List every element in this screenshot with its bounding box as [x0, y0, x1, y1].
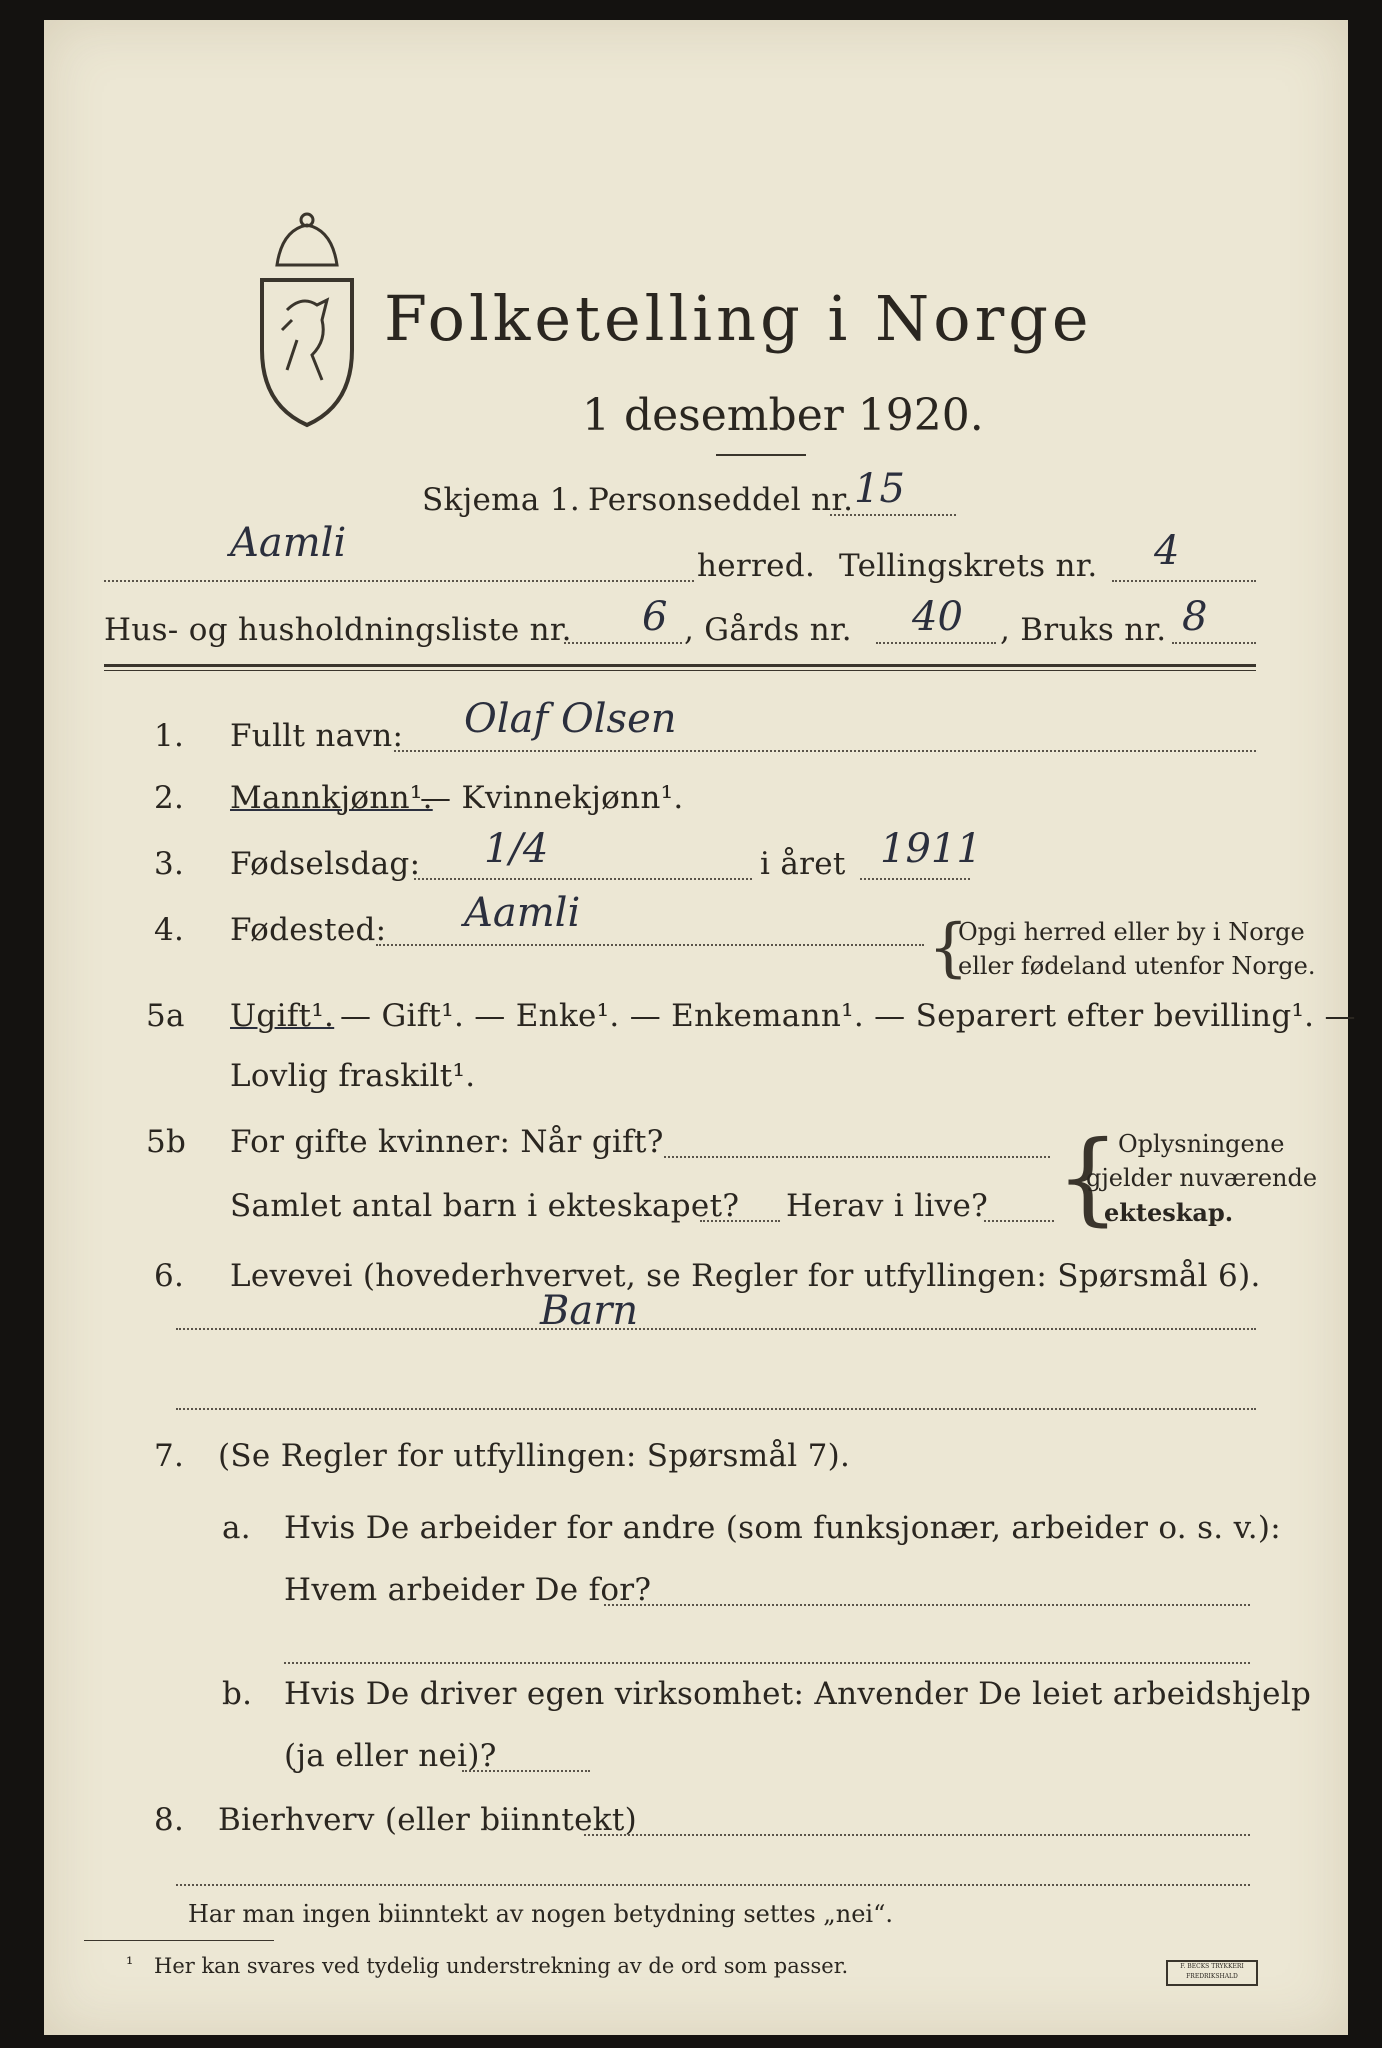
- q7-number: 7.: [154, 1438, 185, 1474]
- header-separator-thin: [104, 670, 1256, 671]
- q4-number: 4.: [154, 912, 185, 948]
- q4-note-line2: eller fødeland utenfor Norge.: [958, 952, 1316, 980]
- q6-value[interactable]: Barn: [540, 1288, 639, 1334]
- q3-year-dotted-line: [860, 878, 970, 880]
- q4-value[interactable]: Aamli: [464, 890, 581, 936]
- footnote-rule: [84, 1940, 274, 1941]
- gards-value[interactable]: 40: [912, 594, 963, 640]
- bruks-dotted-line: [1172, 642, 1256, 644]
- q6-dotted-line-2: [176, 1408, 1256, 1410]
- q5b-when-dotted-line[interactable]: [664, 1156, 1050, 1158]
- herred-label: herred.: [697, 548, 816, 584]
- q5a-ugift-label: Ugift¹.: [230, 998, 335, 1034]
- form-date: 1 desember 1920.: [582, 390, 984, 441]
- q1-label: Fullt navn:: [230, 718, 404, 754]
- gards-dotted-line: [876, 642, 996, 644]
- skjema-label: Skjema 1.: [422, 482, 580, 518]
- header-separator: [104, 664, 1256, 667]
- q7a-letter: a.: [222, 1510, 251, 1546]
- form-title: Folketelling i Norge: [384, 282, 1093, 355]
- q5b-brace: {: [1056, 1119, 1120, 1236]
- bruks-value[interactable]: 8: [1182, 594, 1208, 640]
- title-divider: [716, 454, 806, 456]
- herred-dotted-line: [104, 580, 694, 582]
- q7b-label: Hvis De driver egen virksomhet: Anvender De leiet arbeidshjelp: [284, 1676, 1312, 1712]
- q8-note: Har man ingen biinntekt av nogen betydning settes „nei“.: [188, 1900, 893, 1928]
- coat-of-arms-icon: [252, 210, 362, 430]
- personseddel-label: Personseddel nr.: [588, 482, 854, 518]
- q5b-label-when-married: For gifte kvinner: Når gift?: [230, 1124, 664, 1160]
- tellingskrets-dotted-line: [1112, 580, 1256, 582]
- hus-dotted-line: [564, 642, 682, 644]
- q5b-alive-dotted-line[interactable]: [984, 1220, 1054, 1222]
- personseddel-dotted-line: [830, 514, 956, 516]
- q2-male-label: Mannkjønn¹.: [230, 780, 433, 816]
- q4-label: Fødested:: [230, 912, 387, 948]
- q2-female-option[interactable]: — Kvinnekjønn¹.: [420, 780, 684, 816]
- q7b-sub-label: (ja eller nei)?: [284, 1738, 497, 1774]
- q1-dotted-line: [394, 750, 1256, 752]
- personseddel-value[interactable]: 15: [854, 466, 905, 512]
- q6-number: 6.: [154, 1258, 185, 1294]
- tellingskrets-label: Tellingskrets nr.: [839, 548, 1098, 584]
- q5b-children-dotted-line[interactable]: [700, 1220, 780, 1222]
- q7a-dotted-line-2[interactable]: [284, 1662, 1250, 1664]
- q7b-dotted-line[interactable]: [462, 1770, 590, 1772]
- q5b-note-line3: ekteskap.: [1104, 1198, 1234, 1227]
- q2-male-option[interactable]: [230, 780, 433, 816]
- q6-dotted-line-1: [176, 1328, 1256, 1330]
- q4-brace: {: [928, 911, 969, 985]
- q8-dotted-line-1[interactable]: [584, 1834, 1250, 1836]
- q3-label: Fødselsdag:: [230, 846, 421, 882]
- q1-number: 1.: [154, 718, 185, 754]
- q8-dotted-line-2[interactable]: [176, 1884, 1250, 1886]
- q3-year-value[interactable]: 1911: [880, 826, 982, 872]
- q5a-other-options[interactable]: — Gift¹. — Enke¹. — Enkemann¹. — Separert efter bevilling¹. —: [340, 998, 1356, 1034]
- q8-label: Bierhverv (eller biinntekt): [218, 1802, 638, 1838]
- q7-label: (Se Regler for utfyllingen: Spørsmål 7).: [218, 1438, 851, 1474]
- q3-year-label: i året: [760, 846, 846, 882]
- q5b-note-line2: gjelder nuværende: [1086, 1164, 1318, 1192]
- q5b-label-alive: Herav i live?: [786, 1188, 989, 1224]
- hus-label: Hus- og husholdningsliste nr.: [104, 612, 572, 648]
- q6-label: Levevei (hovederhvervet, se Regler for utfyllingen: Spørsmål 6).: [230, 1258, 1261, 1294]
- q8-number: 8.: [154, 1802, 185, 1838]
- footnote-text: Her kan svares ved tydelig understrekning av de ord som passer.: [154, 1954, 849, 1978]
- q5a-number: 5a: [146, 998, 185, 1034]
- q7a-sub-label: Hvem arbeider De for?: [284, 1572, 652, 1608]
- q5a-ugift-option[interactable]: [230, 998, 334, 1034]
- q3-number: 3.: [154, 846, 185, 882]
- herred-value[interactable]: Aamli: [230, 520, 347, 566]
- census-form-page: [44, 20, 1356, 2035]
- gards-label: , Gårds nr.: [684, 612, 852, 648]
- printer-stamp: F. BECKS TRYKKERI FREDRIKSHALD: [1166, 1960, 1258, 1986]
- q7a-label: Hvis De arbeider for andre (som funksjonær, arbeider o. s. v.):: [284, 1510, 1282, 1546]
- q5a-lovlig-fraskilt[interactable]: Lovlig fraskilt¹.: [230, 1058, 476, 1094]
- footnote-marker: ¹: [126, 1954, 134, 1975]
- q3-dotted-line: [414, 878, 752, 880]
- hus-value[interactable]: 6: [642, 594, 668, 640]
- bruks-label: , Bruks nr.: [1000, 612, 1167, 648]
- q5b-note-line1: Oplysningene: [1118, 1130, 1285, 1158]
- q4-dotted-line: [376, 944, 924, 946]
- q5b-number: 5b: [146, 1124, 187, 1160]
- tellingskrets-value[interactable]: 4: [1154, 528, 1180, 574]
- q1-value[interactable]: Olaf Olsen: [464, 696, 677, 742]
- q7a-dotted-line-1[interactable]: [604, 1604, 1250, 1606]
- q2-number: 2.: [154, 780, 185, 816]
- q4-note-line1: Opgi herred eller by i Norge: [958, 918, 1305, 946]
- q5b-label-children: Samlet antal barn i ekteskapet?: [230, 1188, 740, 1224]
- q3-value[interactable]: 1/4: [484, 826, 549, 872]
- q7b-letter: b.: [222, 1676, 253, 1712]
